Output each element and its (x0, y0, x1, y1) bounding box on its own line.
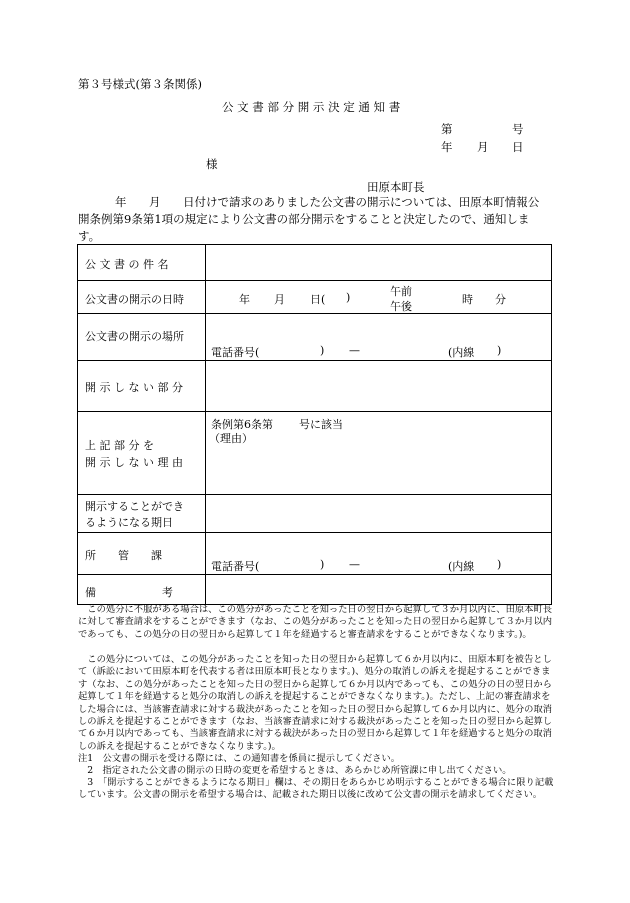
form-number: 第３号様式(第３条関係) (78, 77, 202, 91)
date-hi: 日 (512, 140, 524, 154)
value-document-name[interactable] (206, 245, 552, 281)
note-2: 2 指定された公文書の開示の日時の変更を希望するときは、あらかじめ所管課に申し出てください。 (78, 765, 512, 776)
label-document-name: 公 文 書 の 件 名 (78, 245, 206, 281)
body-line-2: 開条例第9条第1項の規定により公文書の部分開示をすることと決定したので、通知しま (78, 212, 530, 226)
row-undisclosed-part (78, 361, 552, 412)
row-department (78, 533, 552, 575)
value-undisclosed-part[interactable] (206, 361, 552, 412)
disclosure-table (77, 244, 552, 605)
body-line-1: 日付けで請求のありました公文書の開示については、田原本町情報公 (183, 195, 540, 209)
number-dai: 第 (441, 122, 453, 136)
value-disclosable-date[interactable] (206, 495, 552, 533)
value-undisclosed-reason[interactable]: 条例第6条第 号に該当 （理由） (206, 412, 552, 495)
document-title: 公 文 書 部 分 開 示 決 定 通 知 書 (222, 100, 401, 114)
number-gou: 号 (512, 122, 524, 136)
note-3: 3 「開示することができるようになる期日」欄は、その期日をあらかじめ明示することができる場合に限り記載しています。公文書の開示を希望する場合は、記載された期日以後に改めて公文書の開示を請求してください。 (78, 777, 554, 801)
row-disclosure-place (78, 314, 552, 361)
body-nen: 年 (115, 195, 127, 209)
label-remarks: 備 考 (78, 575, 206, 605)
label-disclosure-place: 公文書の開示の場所 (78, 314, 206, 361)
row-undisclosed-reason (78, 412, 552, 495)
label-disclosable-date: 開示することができ るようになる期日 (78, 495, 206, 533)
row-remarks (78, 575, 552, 605)
body-line-3: す。 (78, 229, 101, 243)
value-remarks[interactable] (206, 575, 552, 605)
recipient-sama: 様 (206, 157, 218, 171)
label-undisclosed-reason: 上 記 部 分 を 開 示 し な い 理 由 (78, 412, 206, 495)
body-tsuki: 月 (149, 195, 161, 209)
label-disclosure-datetime: 公文書の開示の日時 (78, 281, 206, 314)
note-1: 注1 公文書の開示を受ける際には、この通知書を係員に提示してください。 (78, 753, 401, 764)
row-document-name (78, 245, 552, 281)
row-disclosure-datetime (78, 281, 552, 314)
value-department[interactable]: 電話番号( ) — (内線 ) (206, 533, 552, 575)
issuer: 田原本町長 (367, 180, 425, 194)
date-tsuki: 月 (477, 140, 489, 154)
label-department: 所 管 課 (78, 533, 206, 575)
value-disclosure-place[interactable]: 電話番号( ) — (内線 ) (206, 314, 552, 361)
value-disclosure-datetime[interactable]: 年 月 日( ) 午前 午後 時 分 (206, 281, 552, 314)
appeal-notice: この処分に不服がある場合は、この処分があったことを知った日の翌日から起算して３か月以内に、田原本町長に対して審査請求をすることができます（なお、この処分があったことを知った日の翌日から起算して３か月以内であっても、この処分の日の翌日から起算して１年を経過すると審査請求をすることができなくなります。)。 (78, 604, 553, 640)
lawsuit-notice: この処分については、この処分があったことを知った日の翌日から起算して６か月以内に、田原本町を被告として（訴訟において田原本町を代表する者は田原本町長となります。)、処分の取消しの訴えを提起することができます（なお、この処分があったことを知った日の翌日から起算して６か月以内であっても、この処分の日の翌日から起算して１年を経過すると処分の取消しの訴えを提起することができなくなります。)。ただし、上記の審査請求をした場合には、当該審査請求に対する裁決があったことを知った日の翌日から起算して６か月以内に、処分の取消しの訴えを提起することができます（なお、当該審査請求に対する裁決があったことを知った日の翌日から起算して６か月以内であっても、当該審査請求に対する裁決があった日の翌日から起算して１年を経過すると処分の取消しの訴えを提起することができなくなります。)。 (78, 654, 553, 752)
row-disclosable-date (78, 495, 552, 533)
label-undisclosed-part: 開 示 し な い 部 分 (78, 361, 206, 412)
date-nen: 年 (441, 140, 453, 154)
